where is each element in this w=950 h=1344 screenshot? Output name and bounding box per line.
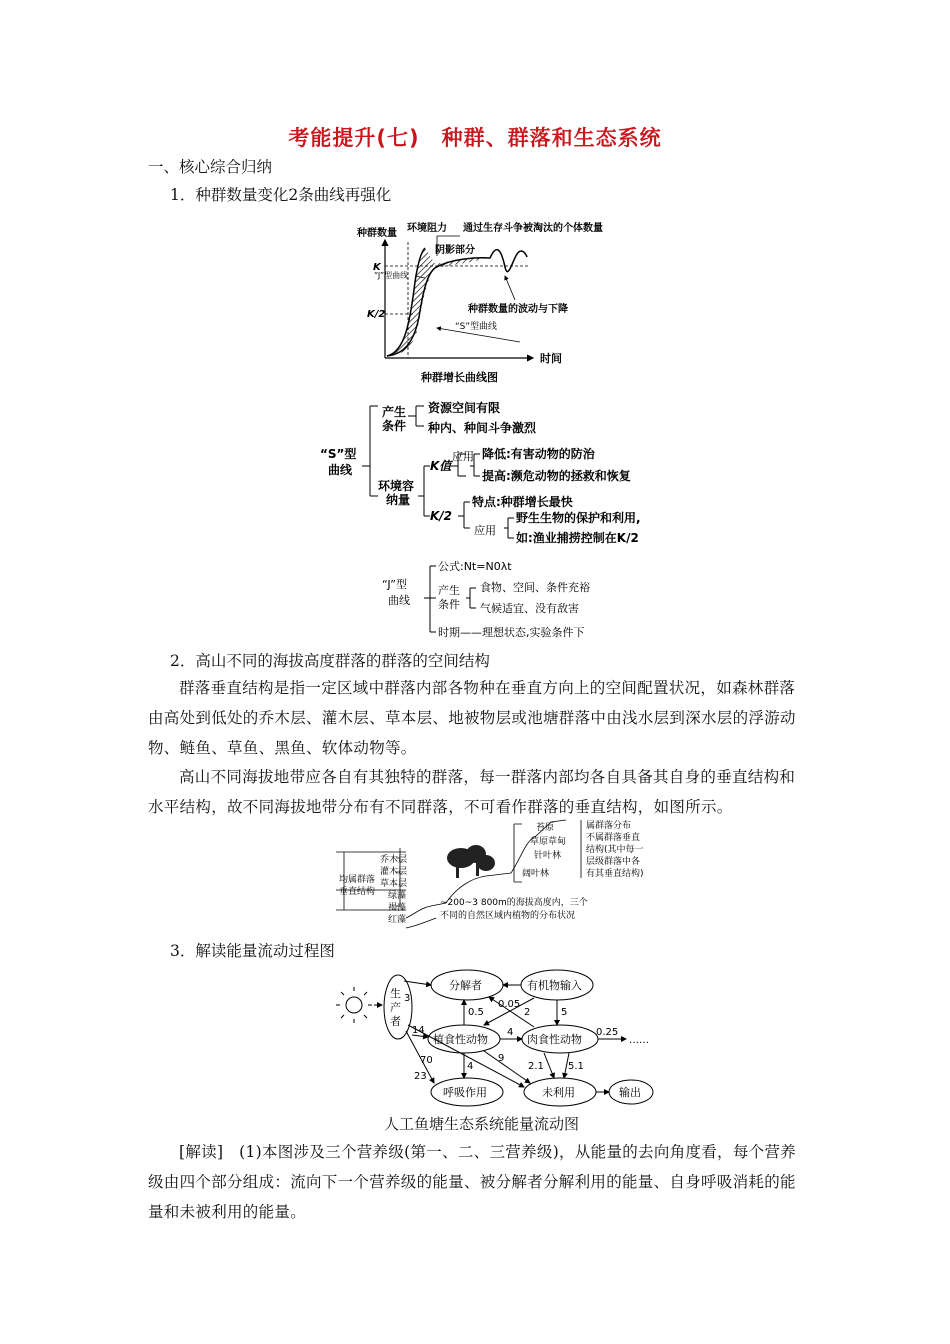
paragraph-2: 高山不同海拔地带应各自有其独特的群落，每一群落内部均各自具备其自身的垂直结构和水平结构，故不同海拔地带分布有不同群落，不可看作群落的垂直结构，如图所示。 bbox=[148, 768, 796, 816]
val-dots: …… bbox=[629, 1035, 649, 1046]
page-title: 考能提升(七) 种群、群落和生态系统 bbox=[288, 126, 662, 150]
s-curve-label: “S”型曲线 bbox=[455, 322, 498, 332]
s-curve-tree bbox=[310, 396, 670, 556]
section-heading: 一、核心综合归纳 bbox=[148, 158, 273, 176]
y-axis-label: 种群数量 bbox=[357, 228, 397, 239]
note-1: 属群落分布 bbox=[586, 821, 632, 831]
item-heading-2: 2．高山不同的海拔高度群落的群落的空间结构 bbox=[170, 652, 490, 670]
node-output: 输出 bbox=[619, 1086, 641, 1099]
val-4a: 4 bbox=[507, 1027, 514, 1038]
j-cond-2: 条件 bbox=[438, 598, 460, 611]
altitude-community-figure bbox=[336, 818, 646, 930]
node-producer-2: 产 bbox=[390, 1001, 401, 1014]
j-curve-label: “J”型曲线 bbox=[374, 271, 409, 280]
cond-label-2: 条件 bbox=[382, 419, 407, 433]
node-respiration: 呼吸作用 bbox=[443, 1086, 487, 1099]
algae-red: 红藻 bbox=[388, 915, 407, 925]
paragraph-1: 群落垂直结构是指一定区域中群落内部各物种在垂直方向上的空间配置状况，如森林群落由高处到低处的乔木层、灌木层、草本层、地被物层或池塘群落中由浅水层到深水层的浮游动物、鲢鱼、草鱼、黑鱼、软体动物等。 bbox=[148, 679, 796, 757]
note-2: 不属群落垂直 bbox=[586, 833, 641, 843]
node-herbivore: 植食性动物 bbox=[433, 1033, 488, 1046]
cond1: 资源空间有限 bbox=[428, 401, 501, 415]
sun-icon bbox=[336, 987, 372, 1023]
app1: 降低:有害动物的防治 bbox=[482, 447, 595, 461]
note-5: 有其垂直结构) bbox=[586, 869, 644, 879]
layer-shrub: 灌木层 bbox=[380, 867, 408, 877]
shade-label: 阴影部分 bbox=[435, 245, 475, 256]
val-4b: 4 bbox=[467, 1061, 474, 1072]
formula: 公式:Nt=N0λt bbox=[438, 560, 512, 573]
zone-meadow: 草原草甸 bbox=[530, 837, 567, 847]
val-51: 5.1 bbox=[568, 1061, 584, 1072]
x-axis-label: 时间 bbox=[540, 352, 562, 365]
bottom-note-2: 不同的自然区域内植物的分布状况 bbox=[440, 911, 576, 921]
node-organic: 有机物输入 bbox=[527, 979, 582, 992]
bottom-note-1: ~200~3 800m的海拔高度内，三个 bbox=[440, 898, 588, 908]
zone-tundra: 苔原 bbox=[536, 823, 555, 833]
val-9: 9 bbox=[498, 1053, 505, 1064]
node-unused: 未利用 bbox=[542, 1086, 575, 1099]
layer-herb: 草本层 bbox=[380, 879, 408, 889]
energy-flow-figure bbox=[334, 965, 674, 1099]
val-5: 5 bbox=[561, 1007, 568, 1018]
node-producer-1: 生 bbox=[390, 987, 401, 1000]
algae-green: 绿藻 bbox=[388, 891, 407, 901]
node-producer-3: 者 bbox=[390, 1015, 401, 1028]
val-025: 0.25 bbox=[596, 1027, 619, 1038]
population-growth-figure bbox=[355, 212, 615, 387]
val-14: 14 bbox=[412, 1025, 425, 1036]
env-note-label: 通过生存斗争被淘汰的个体数量 bbox=[463, 223, 603, 234]
layer-tree: 乔木层 bbox=[380, 855, 408, 865]
j-tree-root-1: “J”型 bbox=[382, 578, 407, 591]
node-decomposer: 分解者 bbox=[449, 979, 482, 992]
group-label-2: 垂直结构 bbox=[339, 887, 376, 897]
cap-label-2: 纳量 bbox=[386, 493, 411, 507]
app-label-1: 应用 bbox=[452, 450, 474, 463]
j-c1: 食物、空间、条件充裕 bbox=[480, 581, 590, 594]
j-c2: 气候适宜、没有敌害 bbox=[480, 602, 579, 615]
val-23: 23 bbox=[414, 1071, 427, 1082]
cond-label-1: 产生 bbox=[382, 405, 407, 419]
env-resist-label: 环境阻力 bbox=[407, 223, 447, 234]
app-label-2: 应用 bbox=[474, 524, 496, 537]
fluct-label: 种群数量的波动与下降 bbox=[468, 304, 568, 315]
cap-label-1: 环境容 bbox=[378, 479, 415, 493]
k2-label: K/2 bbox=[367, 309, 386, 320]
cond2: 种内、种间斗争激烈 bbox=[428, 421, 537, 435]
group-label-1: 均属群落 bbox=[339, 875, 376, 885]
zone-broadleaf: 阔叶林 bbox=[522, 869, 550, 879]
s-tree-root-2: 曲线 bbox=[328, 463, 353, 477]
node-carnivore: 肉食性动物 bbox=[527, 1033, 582, 1046]
algae-brown: 褐藻 bbox=[388, 903, 407, 913]
j-curve-tree bbox=[380, 558, 620, 642]
item-heading-3: 3．解读能量流动过程图 bbox=[170, 942, 335, 960]
app3: 野生生物的保护和利用, bbox=[516, 511, 641, 525]
val-05: 0.5 bbox=[468, 1007, 484, 1018]
kval-label: K值 bbox=[430, 459, 452, 473]
fig1-caption: 种群增长曲线图 bbox=[421, 371, 498, 384]
val-2: 2 bbox=[524, 1007, 531, 1018]
app2: 提高:濒危动物的拯救和恢复 bbox=[482, 469, 631, 483]
paragraph-3: [解读] (1)本图涉及三个营养级(第一、二、三营养级)，从能量的去向角度看，每个营养级由四个部分组成：流向下一个营养级的能量、被分解者分解利用的能量、自身呼吸消耗的能量和未被利用的能量。 bbox=[148, 1143, 797, 1221]
app4: 如:渔业捕捞控制在K/2 bbox=[516, 531, 639, 545]
j-tree-root-2: 曲线 bbox=[388, 594, 410, 607]
s-tree-root-1: “S”型 bbox=[320, 447, 357, 461]
val-70: 70 bbox=[420, 1055, 433, 1066]
feat: 特点:种群增长最快 bbox=[472, 495, 573, 509]
val-3: 3 bbox=[404, 993, 411, 1004]
zone-conifer: 针叶林 bbox=[534, 851, 562, 861]
item-heading-1: 1．种群数量变化2条曲线再强化 bbox=[170, 186, 392, 204]
note-3: 结构(其中每一 bbox=[586, 845, 644, 855]
val-21: 2.1 bbox=[528, 1061, 544, 1072]
k2-label-tree: K/2 bbox=[430, 509, 453, 523]
k-label: K bbox=[373, 262, 381, 273]
note-4: 层级群落中各 bbox=[586, 857, 641, 867]
j-cond-1: 产生 bbox=[438, 584, 460, 597]
shaded-area bbox=[387, 248, 487, 356]
val-005: 0.05 bbox=[498, 999, 521, 1010]
j-period: 时期——理想状态,实验条件下 bbox=[438, 626, 585, 639]
fig3-caption: 人工鱼塘生态系统能量流动图 bbox=[384, 1115, 580, 1133]
